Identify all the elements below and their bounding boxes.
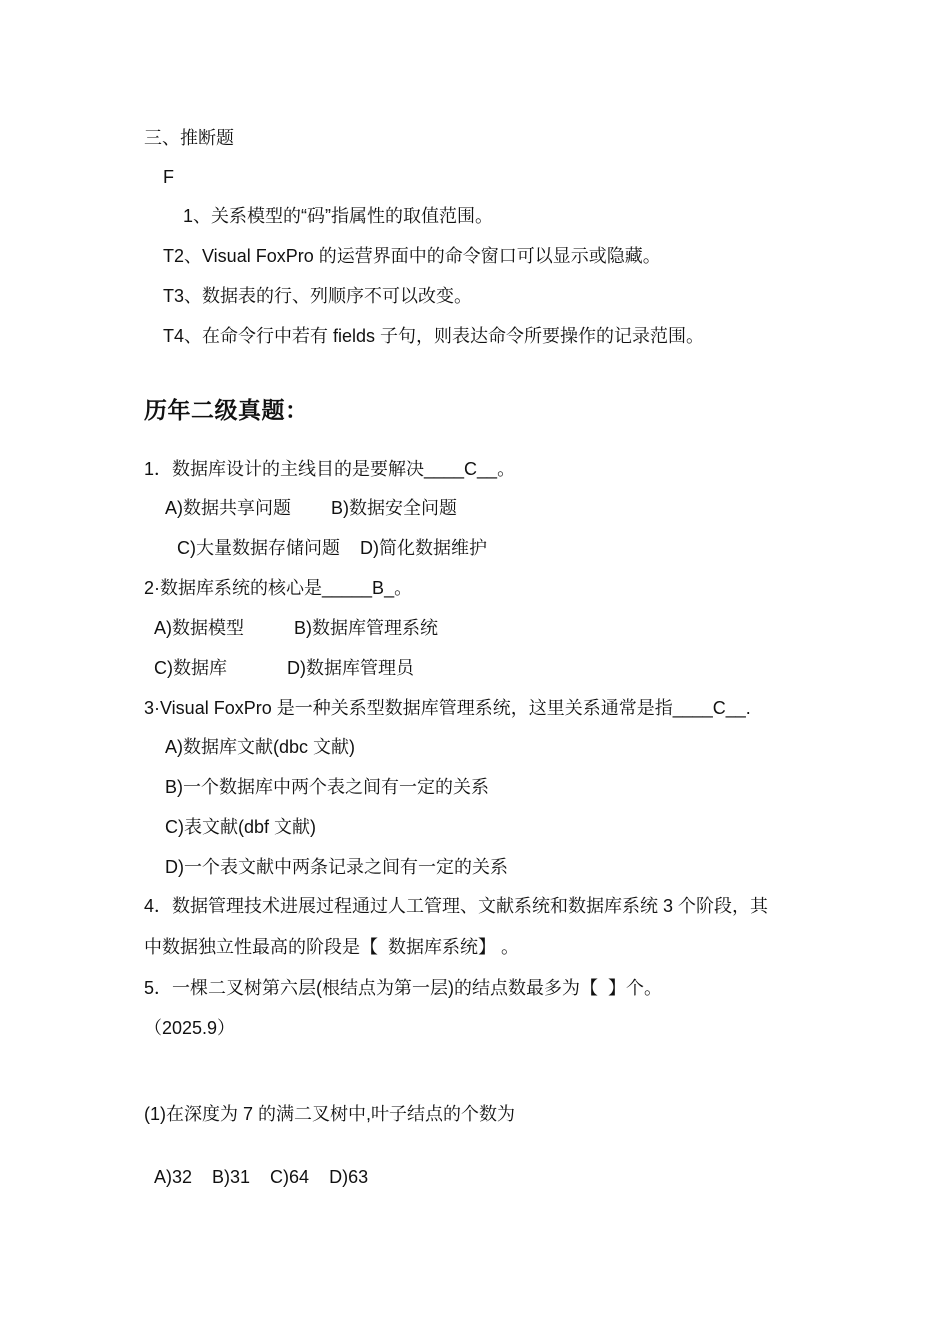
question-1-options-row2: C)大量数据存储问题 D)简化数据维护: [177, 538, 487, 558]
question-3-stem: 3·Visual FoxPro 是一种关系型数据库管理系统，这里关系通常是指____C__.: [144, 698, 751, 718]
judgement-item-4: T4、在命令行中若有 fields 子句，则表达命令所要操作的记录范围。: [163, 326, 705, 346]
question-5-source: （2025.9）: [144, 1018, 236, 1038]
question-6-stem: (1)在深度为 7 的满二叉树中,叶子结点的个数为: [144, 1104, 516, 1124]
exam-heading: 历年二级真题：: [144, 397, 309, 423]
section-title: 三、推断题: [144, 128, 234, 148]
question-6-options: A)32 B)31 C)64 D)63: [154, 1167, 369, 1187]
judgement-item-2: T2、Visual FoxPro 的运营界面中的命令窗口可以显示或隐藏。: [163, 246, 661, 266]
question-3-option-c: C)表文献(dbf 文献): [165, 817, 317, 837]
answer-mark-f: F: [163, 167, 174, 187]
question-3-option-b: B)一个数据库中两个表之间有一定的关系: [165, 777, 489, 797]
judgement-item-3: T3、数据表的行、列顺序不可以改变。: [163, 286, 473, 306]
question-3-option-d: D)一个表文献中两条记录之间有一定的关系: [165, 857, 508, 877]
judgement-item-1: 1、关系模型的“码”指属性的取值范围。: [183, 206, 493, 226]
question-4-line2: 中数据独立性最高的阶段是【 数据库系统】 。: [144, 937, 520, 957]
question-3-option-a: A)数据库文献(dbc 文献): [165, 737, 356, 757]
question-2-options-row2: C)数据库 D)数据库管理员: [154, 658, 414, 678]
question-1-options-row1: A)数据共享问题 B)数据安全问题: [165, 498, 458, 518]
question-5-stem: 5．一棵二叉树第六层(根结点为第一层)的结点数最多为【 】个。: [144, 978, 662, 998]
question-4-line1: 4．数据管理技术进展过程通过人工管理、文献系统和数据库系统 3 个阶段，其: [144, 896, 769, 916]
question-2-options-row1: A)数据模型 B)数据库管理系统: [154, 618, 439, 638]
question-2-stem: 2·数据库系统的核心是_____B_。: [144, 578, 413, 598]
question-1-stem: 1．数据库设计的主线目的是要解决____C__。: [144, 459, 516, 479]
